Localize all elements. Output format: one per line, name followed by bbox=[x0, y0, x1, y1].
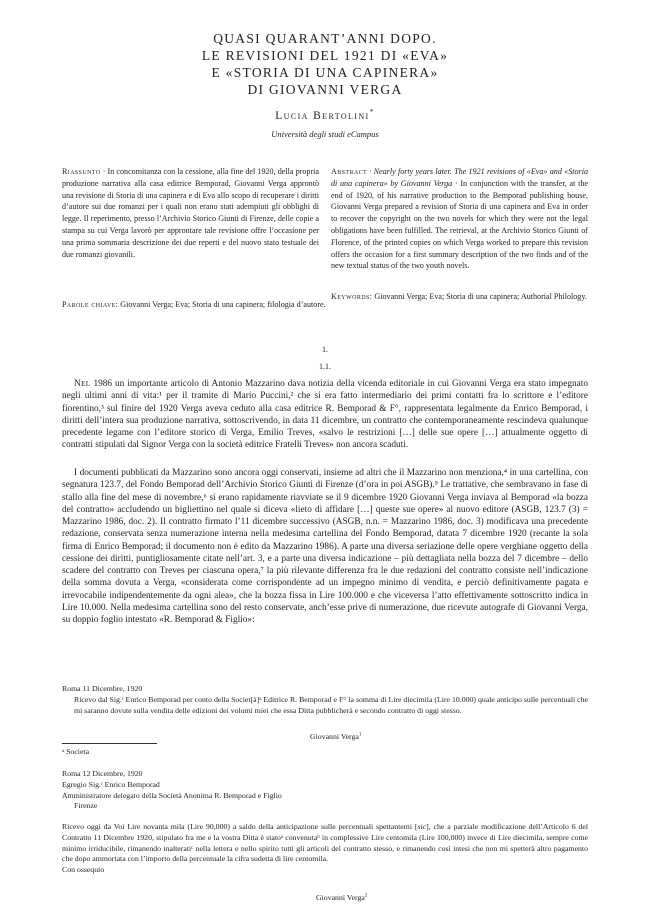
riassunto-block bbox=[62, 166, 319, 260]
letter-recipient-role: Amministratore delegato della Società Anonima R. Bemporad e Figlio bbox=[62, 790, 282, 800]
keywords-text: Giovanni Verga; Eva; Storia di una capinera; Authorial Philology. bbox=[372, 292, 587, 301]
paragraph-1-lead: Nel bbox=[74, 379, 91, 389]
signature-1-name: Giovanni Verga bbox=[310, 732, 359, 741]
footnote-rule bbox=[62, 743, 157, 744]
receipt-1-text: Ricevo dal Sig.ʳ Enrico Bemporad per conto della Societ[à]ᵃ Editrice R. Bemporad e F° la somma di Lire diecimila (Lire 10.000) quale anticipo sulle percentuali che mi saranno dovute sulla vendita delle edizioni dei volumi miei che essa Ditta pubblicherà e secondo contratto di oggi stesso. bbox=[74, 694, 588, 715]
abstract-title: · Nearly forty years later. The 1921 revisions of «Eva» and «Storia di una capinera» by Giovanni Verga bbox=[331, 167, 588, 188]
abstract-block bbox=[331, 166, 588, 272]
author-name: Lucia Bertolini bbox=[275, 110, 370, 122]
title-line-3: E «STORIA DI UNA CAPINERA» bbox=[211, 65, 439, 80]
letter-salutation: Egregio Sig.ʳ Enrico Bemporad bbox=[62, 779, 160, 789]
letter-recipient-city: Firenze bbox=[74, 801, 98, 811]
letter-date: Roma 12 Dicembre, 1920 bbox=[62, 769, 143, 778]
footnote-a: ᵃ Societa bbox=[62, 747, 90, 756]
keywords-label: Keywords: bbox=[331, 292, 373, 301]
paragraph-1 bbox=[62, 378, 588, 452]
author-line bbox=[0, 107, 650, 122]
title-line-4: DI GIOVANNI VERGA bbox=[247, 82, 403, 97]
abstract-text: · In conjunction with the transfer, at the end of 1920, of his narrative production to the Bemporad publishing house, Giovanni Verga prepared a revision of Storia di una capinera and Eva in order to recover the copyright on the two novels for which they were not the legal obligations have been fulfilled. The retrieval, at the Archivio Storico Giunti of Florence, of the printed copies on which Verga worked to prepare this revision offers the occasion for a first summary description of the two finds and of the new textual status of the two youth novels. bbox=[331, 178, 588, 271]
receipt-1 bbox=[62, 684, 588, 716]
author-footnote-mark[interactable]: * bbox=[369, 107, 375, 117]
riassunto-text: · In concomitanza con la cessione, alla fine del 1920, della propria produzione narrativa alla casa editrice Bemporad, Giovanni Verga approntò una revisione di Storia di una capinera e di Eva allo scopo di recuperare i diritti d’autore sui due romanzi per i quali non erano stati adempiuti gli obblighi di legge. Il reperimento, presso l’Archivio Storico Giunti di Firenze, delle copie a stampa su cui Verga lavorò per approntare tale revisione offre l’occasione per una prima sommaria descrizione dei due reperti e del nuovo stato testuale dei due romanzi giovanili. bbox=[62, 167, 319, 259]
author-affiliation: Università degli studi eCampus bbox=[271, 129, 379, 139]
title-line-1: QUASI QUARANT’ANNI DOPO. bbox=[213, 31, 437, 46]
letter-heading bbox=[62, 769, 588, 812]
paragraph-2: I documenti pubblicati da Mazzarino sono ancora oggi conservati, insieme ad altri che il Mazzarino non menziona,⁴ in una cartellina, con segnatura 123.7, del Fondo Bemporad dell’Archivio Storico Giunti di Firenze (d’ora in poi ASGB).⁵ Le trattative, che sembravano in fase di stallo alla fine del mese di novembre,⁶ si erano rapidamente riavviate se il 9 dicembre 1920 Giovanni Verga inviava al Bemporad «la bozza del contratto» accludendo un bigliettino nel quale si diceva «lieto di affidare […] queste sue opere» al nuovo editore (ASGB, 123.7 (3) = Mazzarino 1986, doc. 2). Il contratto firmato l’11 dicembre successivo (ASGB, n.n. = Mazzarino 1986, doc. 3) modificava una precedente redazione, conservata senza numerazione interna nella medesima cartellina del Fondo Bemporad, datata 7 dicembre 1920 (recante la sola firma di Enrico Bemporad; il documento non è edito da Mazzarino 1986). A parte una diversa seriazione delle opere verghiane oggetto della cessione dei diritti, puntigliosamente citate nell’art. 3, e a parte una diversa indicazione – più dettagliata nella bozza del 7 dicembre – dello scadere del contratto con Treves per ciascuna opera,⁷ la più rilevante differenza fra le due redazioni del contratto consiste nell’indicazione della somma dovuta a Verga, «considerata come corrispondente ad un impegno minimo di vendita, e perciò definitivamente pagata e irrevocabile indipendentemente da ogni alea», che la bozza fissa in Lire 100.000 e che viceversa l’atto effettivamente sottoscritto indica in Lire 10.000. Nella medesima cartellina sono del resto conservate, anch’esse prive di numerazione, due ricevute autografe di Giovanni Verga, su doppio foglio intestato «R. Bemporad & Figlio»: bbox=[62, 468, 588, 625]
receipt-2-closing: Con ossequio bbox=[62, 865, 105, 875]
title-line-2: LE REVISIONI DEL 1921 DI «EVA» bbox=[201, 48, 449, 63]
receipt-2-text bbox=[62, 822, 588, 865]
parole-text: Giovanni Verga; Eva; Storia di una capinera; filologia d’autore. bbox=[118, 300, 326, 309]
receipt-1-signature bbox=[310, 732, 361, 741]
article-title bbox=[0, 30, 650, 98]
receipt-2-signature bbox=[316, 893, 367, 902]
riassunto-label: Riassunto bbox=[62, 167, 101, 176]
abstract-label: Abstract bbox=[331, 167, 368, 176]
signature-1-ref[interactable]: 1 bbox=[358, 731, 362, 738]
receipt-1-date: Roma 11 Dicembre, 1920 bbox=[62, 684, 143, 693]
parole-chiave bbox=[62, 299, 328, 311]
parole-label: Parole chiave: bbox=[62, 300, 119, 309]
paragraph-1-text: 1986 un importante articolo di Antonio Mazzarino dava notizia della vicenda editoriale in cui Giovanni Verga era stato impegnato negli ultimi anni di vita:¹ per il tramite di Mario Puccini,² che si era fatto intermediario dei primi contatti fra lo scrittore e l’editore fiorentino,³ sul finire del 1920 Verga aveva ceduto alla casa editrice R. Bemporad & F°, rappresentata legalmente da Enrico Bemporad, i diritti dell’intera sua produzione narrativa, sottoscrivendo, in data 11 dicembre, un contratto che contemporaneamente rescindeva qualunque precedente legame con l’editore storico di Verga, Emilio Treves, «salvo le restrizioni […] delle sue opere […] attualmente oggetto di contratti stipulati dal Signor Verga con la società editrice Fratelli Treves» non ancora scaduti. bbox=[62, 379, 588, 451]
receipt-2-text-b: ], che a parziale modificazione dell’Articolo 6 del Contratto 11 Dicembre 1920, stipulato fra me e la vostra Ditta è statoᵃ convenutaᵇ in complessive Lire centomila (Lire 100,000) invece di Lire diecimila, sempre come minimo irriducibile, rimanendo inalteratiᶜ nella lettera e nello spirito tutti gli articoli del contratto stesso, e rimanendo così intesi che non mi spetterà altro pagamento che dopo ammortata con l’importo della percentuale la cifra sudetta di lire centomila. bbox=[62, 822, 589, 864]
receipt-2-text-a: Ricevo oggi da Voi Lire novanta mila (Lire 90,000) a saldo della anticipazione sulle percentuali spettantemi [ bbox=[62, 822, 418, 831]
keywords bbox=[331, 291, 597, 303]
receipt-2 bbox=[62, 822, 588, 876]
section-heading-1-1: 1.1. bbox=[319, 362, 331, 371]
receipt-2-sic: sic bbox=[417, 822, 427, 831]
signature-2-name: Giovanni Verga bbox=[316, 893, 365, 902]
section-heading-1: 1. bbox=[322, 345, 328, 354]
signature-2-ref[interactable]: 2 bbox=[364, 892, 368, 899]
